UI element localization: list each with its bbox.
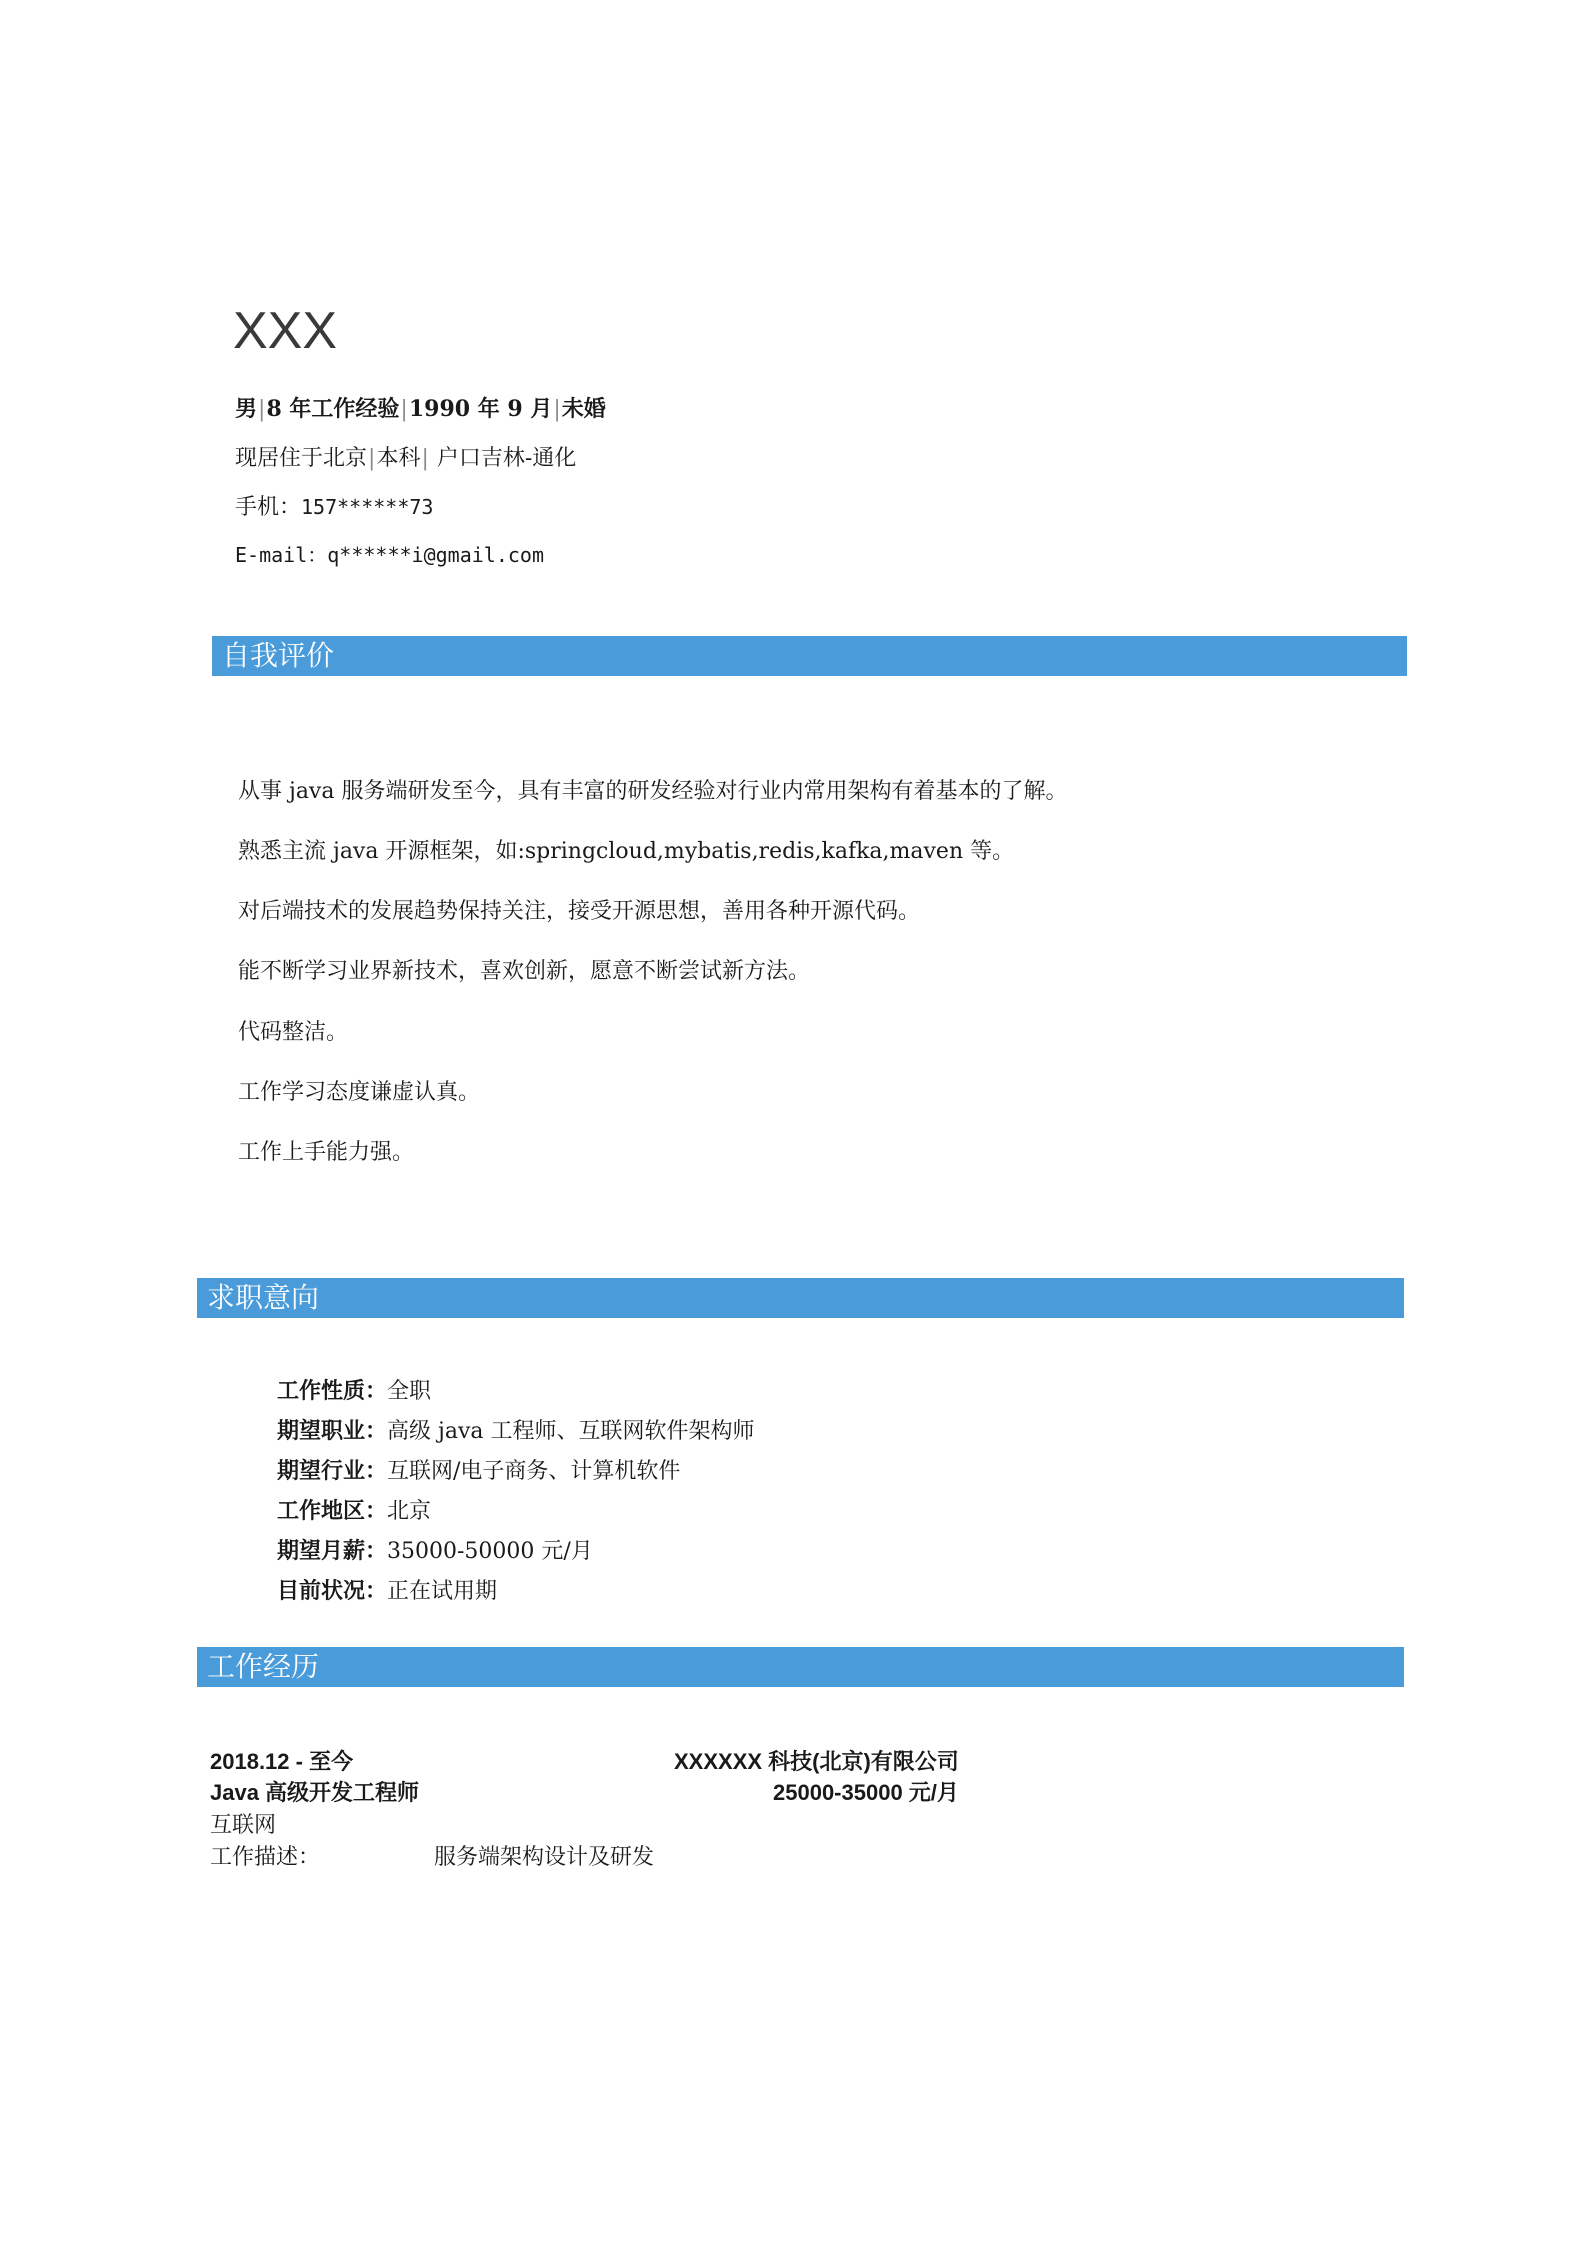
self-eval-line: 从事 java 服务端研发至今，具有丰富的研发经验对行业内常用架构有着基本的了解。 [238,779,1068,804]
separator: | [421,446,429,471]
education: 本科 [376,446,421,471]
self-eval-line: 熟悉主流 java 开源框架，如:springcloud,mybatis,redis,kafka,maven 等。 [238,839,1015,864]
intent-value: 北京 [387,1499,432,1524]
birth-date: 1990 年 9 月 [408,396,553,422]
work-desc-label: 工作描述： [210,1845,321,1870]
basic-info [235,392,606,423]
residence-info [235,441,576,472]
phone-value: 157******73 [301,495,434,519]
gender: 男 [235,396,258,422]
self-eval-line: 工作上手能力强。 [238,1140,415,1165]
intent-row-type [277,1374,431,1405]
separator: | [258,397,266,422]
intent-label: 期望职业： [277,1418,388,1444]
marital-status: 未婚 [561,396,606,422]
candidate-name: XXX [233,302,338,360]
intent-label: 目前状况： [277,1578,388,1604]
intent-value: 35000-50000 元/月 [387,1539,593,1564]
intent-row-industry [277,1454,680,1485]
work-desc-value: 服务端架构设计及研发 [434,1845,655,1870]
separator: | [368,446,376,471]
residence: 现居住于北京 [235,446,368,471]
intent-value: 高级 java 工程师、互联网软件架构师 [387,1419,755,1444]
intent-value: 互联网/电子商务、计算机软件 [387,1459,681,1484]
intent-label: 工作地区： [277,1498,388,1524]
email-label: E-mail： [235,543,328,567]
work-years: 8 年工作经验 [266,396,400,422]
intent-value: 全职 [387,1379,432,1404]
self-eval-line: 对后端技术的发展趋势保持关注，接受开源思想，善用各种开源代码。 [238,899,921,924]
work-title: Java 高级开发工程师 [210,1780,420,1805]
self-eval-line: 能不断学习业界新技术，喜欢创新，愿意不断尝试新方法。 [238,959,811,984]
intent-row-status [277,1574,497,1605]
section-header-experience: 工作经历 [197,1647,1404,1687]
section-header-intent: 求职意向 [197,1278,1404,1318]
intent-label: 期望月薪： [277,1538,388,1564]
intent-label: 期望行业： [277,1458,388,1484]
separator: | [400,397,408,422]
section-header-self-eval: 自我评价 [212,636,1407,676]
intent-label: 工作性质： [277,1378,388,1404]
phone-line [235,490,433,521]
separator: | [553,397,561,422]
email-value: q******i@gmail.com [327,543,544,567]
intent-value: 正在试用期 [387,1579,498,1604]
intent-row-salary [277,1534,593,1565]
hukou: 户口吉林-通化 [429,446,577,471]
intent-row-position [277,1414,755,1445]
work-salary: 25000-35000 元/月 [773,1780,959,1805]
phone-label: 手机： [235,495,302,520]
work-period: 2018.12 - 至今 [210,1749,354,1774]
self-eval-line: 工作学习态度谦虚认真。 [238,1080,481,1105]
intent-row-location [277,1494,431,1525]
work-industry: 互联网 [210,1813,277,1838]
work-company: XXXXXX 科技(北京)有限公司 [674,1749,959,1774]
email-line [235,539,544,568]
self-eval-line: 代码整洁。 [238,1020,349,1045]
